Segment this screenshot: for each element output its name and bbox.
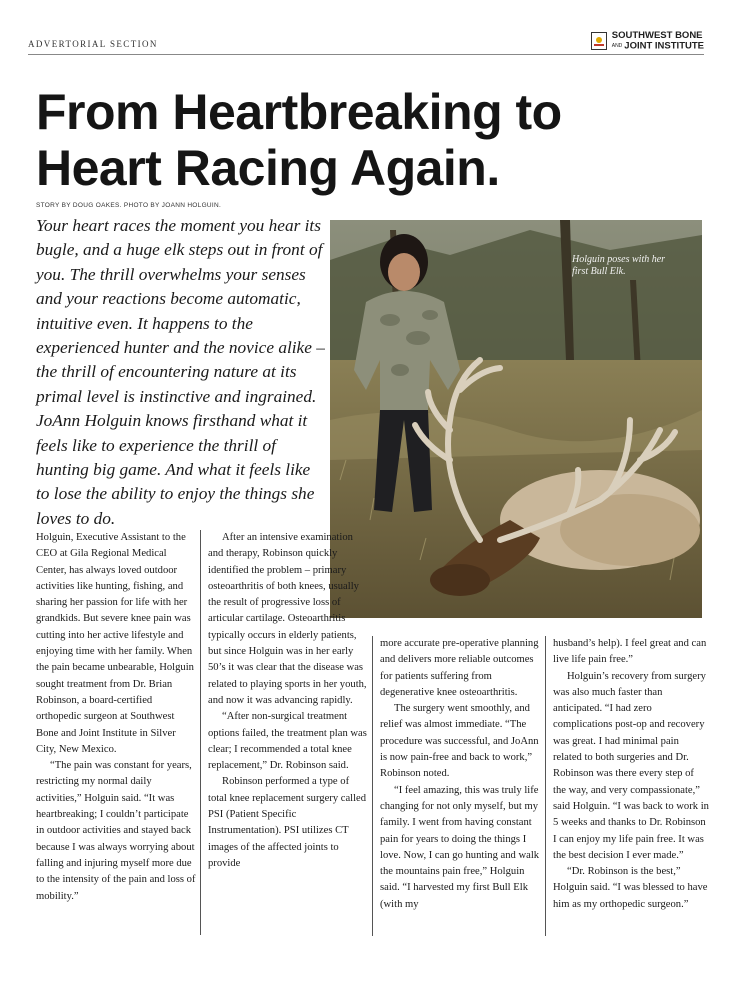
col1-paragraph: Holguin, Executive Assistant to the CEO at Gila Regional Medical Center, has always loved outdoor activities like hunting, fishing, and sharing her passion for life with her grandkids. But severe knee pain was cutting into her active lifestyle and enjoying time with her family. When the pain became unbearable, Holguin sought treatment from Dr. Brian Robinson, a board-certified orthopedic surgeon at Southwest Bone and Joint Institute in Silver City, New Mexico. bbox=[36, 532, 194, 755]
elk-hunt-photo bbox=[330, 220, 702, 618]
headline-line1: From Heartbreaking to bbox=[36, 84, 562, 140]
byline: STORY BY DOUG OAKES. PHOTO BY JOANN HOLGUIN. bbox=[36, 202, 222, 209]
col2-paragraph: Robinson performed a type of total knee replacement surgery called PSI (Patient Specific Instrumentation). PSI utilizes CT images of the affected joints to provide bbox=[208, 776, 367, 869]
logo-small: AND bbox=[611, 42, 623, 49]
headline-line2: Heart Racing Again. bbox=[36, 140, 500, 196]
photo-caption: Holguin poses with her first Bull Elk. bbox=[572, 254, 666, 277]
logo-line2: JOINT INSTITUTE bbox=[624, 40, 704, 52]
col4-paragraph: “Dr. Robinson is the best,” Holguin said. “I was blessed to have him as my orthopedic surgeon.” bbox=[553, 866, 708, 910]
col2-paragraph: “After non-surgical treatment options failed, the treatment plan was clear; I recommended a total knee replacement,” Dr. Robinson said. bbox=[208, 711, 367, 772]
article-column-1 bbox=[36, 530, 196, 905]
col1-paragraph: “The pain was constant for years, restricting my normal daily activities,” Holguin said. “It was heartbreaking; I couldn’t participate in outdoor activities and stayed back because I was always worrying about falling and injuring myself more due to the intensity of the pain and loss of mobility.” bbox=[36, 760, 196, 902]
advertorial-header bbox=[28, 30, 704, 55]
column-divider bbox=[545, 636, 546, 936]
headline bbox=[36, 84, 716, 196]
col2-paragraph: After an intensive examination and therapy, Robinson quickly identified the problem – primary osteoarthritis of both knees, usually the result of progressive loss of articular cartilage. Osteoarthritis typically occurs in elderly patients, but since Holguin was in her early 50’s it was clear that the disease was related to playing sports in her youth, and now it was advancing rapidly. bbox=[208, 532, 367, 706]
column-divider bbox=[372, 636, 373, 936]
col4-paragraph: husband’s help). I feel great and can live life pain free.” bbox=[553, 638, 707, 666]
col3-paragraph: “I feel amazing, this was truly life changing for not only myself, but my family. I went from having constant pain for years to doing the things I love. Now, I can go hunting and walk the mountains pain free,” Holguin said. “I harvested my first Bull Elk (with my bbox=[380, 784, 540, 910]
col4-paragraph: Holguin’s recovery from surgery was also much faster than anticipated. “I had zero complications post-op and recovery was great. I had minimal pain related to both surgeries and Dr. Robinson was there every step of the way, and very compassionate,” said Holguin. “I was back to work in 5 weeks and thanks to Dr. Robinson I can enjoy my life pain free. It was the best decision I ever made.” bbox=[553, 670, 709, 861]
logo-line1: SOUTHWEST BONE bbox=[611, 29, 703, 41]
logo-emblem-icon bbox=[591, 32, 607, 50]
article-column-4 bbox=[553, 636, 709, 913]
article-column-2 bbox=[208, 530, 368, 872]
col3-paragraph: more accurate pre-operative planning and delivers more reliable outcomes for patients suffering from degenerative knee osteoarthritis. bbox=[380, 638, 539, 698]
institute-logo bbox=[591, 30, 704, 52]
col3-paragraph: The surgery went smoothly, and relief was almost immediate. “The procedure was successful, and JoAnn is now pain-free and back to work,” Robinson noted. bbox=[380, 703, 539, 780]
article-column-3 bbox=[380, 636, 540, 913]
section-label: ADVERTORIAL SECTION bbox=[28, 39, 158, 49]
intro-paragraph: Your heart races the moment you hear its bugle, and a huge elk steps out in front of you. The thrill overwhelms your senses and your reactions become automatic, intuitive even. It happens to the experienced hunter and the novice alike – the thrill of encountering nature at its primal level is instinctive and ingrained. JoAnn Holguin knows firsthand what it feels like to experience the thrill of hunting big game. And what it feels like to lose the ability to enjoy the things she loves to do. bbox=[36, 216, 325, 528]
column-divider bbox=[200, 530, 201, 935]
